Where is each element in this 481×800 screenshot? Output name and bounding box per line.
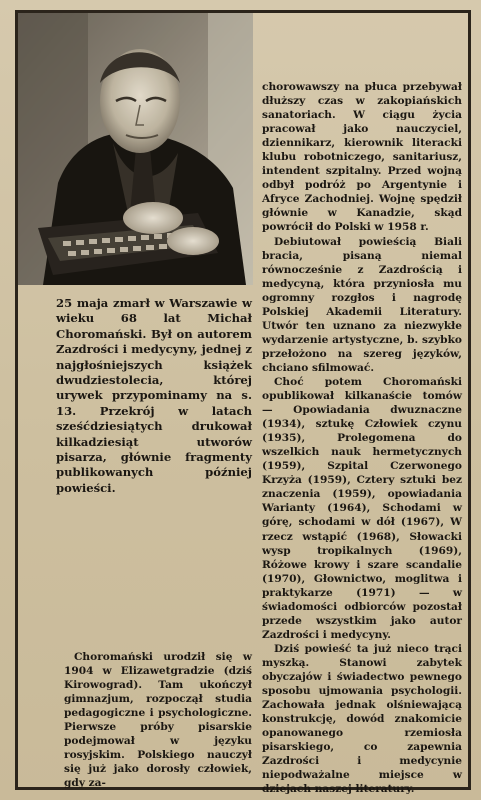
lead-paragraph: 25 maja zmarł w Warszawie w wieku 68 lat Michał Choromański. Był on autorem Zazdrości i medycyny, jednej z najgłośniejszych książek dwudziestolecia, której urywek przypominamy na s. 13. Przekrój w latach sześćdziesiątych drukował kilkadziesiąt utworów pisarza, głównie fragmenty publikowanych później powieści. [56,296,252,495]
frame-right-rule [468,10,471,790]
right-paragraph-1: chorowawszy na płuca przebywał dłuższy czas w zakopiańskich sanatoriach. W ciągu życia pracował jako nauczyciel, dziennikarz, kierownik literacki klubu robotniczego, sanitariusz, intendent szpitalny. Przed wojną odbył podróż po Argentynie i Afryce Zachodniej. Wojnę spędził głównie w Kanadzie, skąd powrócił do Polski w 1958 r. [262,81,462,234]
right-paragraph-2: Debiutował powieścią Biali bracia, pisaną niemal równocześnie z Zazdrością i medycyną, która przyniosła mu ogromny rozgłos i nagrodę Polskiej Akademii Literatury. Utwór ten uznano za niezwykłe wydarzenie artystyczne, b. szybko przełożono na szereg języków, chciano sfilmować. [262,235,462,374]
portrait-photo [18,13,253,285]
portrait-illustration [18,13,253,285]
right-text-column [262,80,462,796]
right-paragraph-4: Dziś powieść ta już nieco trąci myszką. Stanowi zabytek obyczajów i świadectwo pewnego sposobu ujmowania psychologii. Zachowała jednak olśniewającą konstrukcję, dowód znakomicie opanowanego rzemiosła pisarskiego, co zapewnia Zazdrości i medycynie niepodważalne miejsce w dziejach naszej literatury. [262,642,462,796]
left-paragraph-1: Choromański urodził się w 1904 w Elizawetgradzie (dziś Kirowograd). Tam ukończył gimnazjum, rozpoczął studia pedagogiczne i psychologiczne. Pierwsze próby pisarskie podejmował w języku rosyjskim. Polskiego nauczył się już jako dorosły człowiek, gdy za- [64,651,252,790]
left-text-column [64,650,252,790]
right-paragraph-3: Choć potem Choromański opublikował kilkanaście tomów — Opowiadania dwuznaczne (1934), sztukę Człowiek czynu (1935), Prolegomena do wszelkich nauk hermetycznych (1959), Szpital Czerwonego Krzyża (1959), Cztery sztuki bez znaczenia (1959), opowiadania Warianty (1964), Schodami w górę, schodami w dół (1967), W rzecz wstąpić (1968), Słowacki wysp tropikalnych (1969), Różowe krowy i szare scandalie (1970), Głownictwo, moglitwa i praktykarze (1971) — w świadomości odbiorców pozostał przede wszystkim jako autor Zazdrości i medycyny. [262,375,462,641]
